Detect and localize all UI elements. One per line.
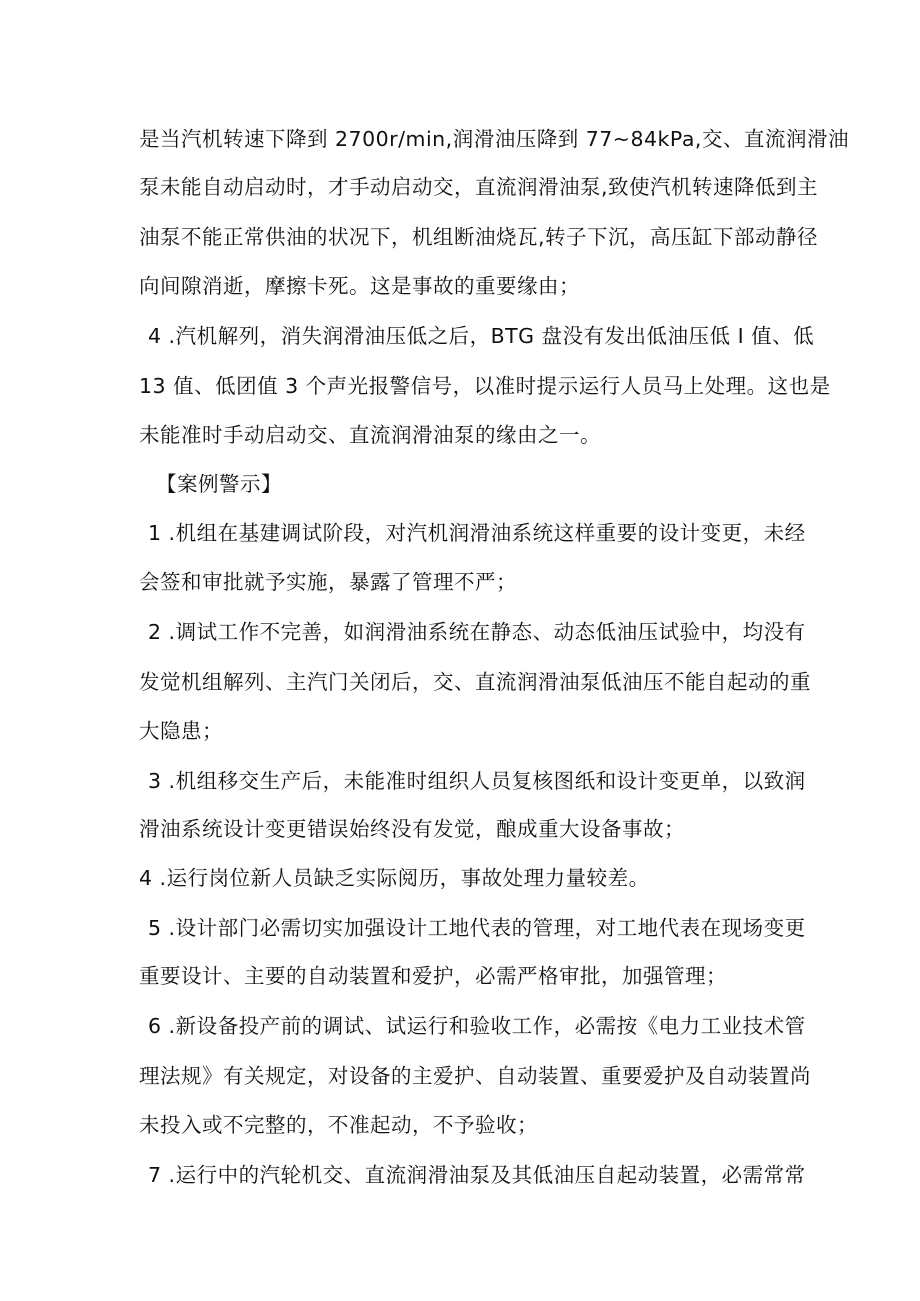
text-line: 理法规》有关规定，对设备的主爱护、自动装置、重要爱护及自动装置尚 [139, 1064, 811, 1088]
list-item: 4 .汽机解列，消失润滑油压低之后，BTG 盘没有发出低油压低 I 值、低 [148, 324, 815, 348]
text-line: 发觉机组解列、主汽门关闭后，交、直流润滑油泵低油压不能自起动的重 [139, 670, 811, 694]
text-line: 大隐患； [139, 719, 223, 743]
text-line: 是当汽机转速下降到 2700r/min,润滑油压降到 77~84kPa,交、直流润滑油 [139, 127, 849, 151]
text-line: 泵未能自动启动时，才手动启动交，直流润滑油泵,致使汽机转速降低到主 [139, 175, 819, 199]
list-item: 1 .机组在基建调试阶段，对汽机润滑油系统这样重要的设计变更，未经 [148, 521, 806, 545]
text-line: 滑油系统设计变更错误始终没有发觉，酿成重大设备事故； [139, 817, 685, 841]
text-line: 未投入或不完整的，不准起动，不予验收； [139, 1113, 538, 1137]
text-line: 重要设计、主要的自动装置和爱护，必需严格审批，加强管理； [139, 964, 727, 988]
text-line: 13 值、低团值 3 个声光报警信号，以准时提示运行人员马上处理。这也是 [139, 374, 831, 398]
list-item: 6 .新设备投产前的调试、试运行和验收工作，必需按《电力工业技术管 [148, 1014, 806, 1038]
list-item: 2 .调试工作不完善，如润滑油系统在静态、动态低油压试验中，均没有 [148, 620, 806, 644]
list-item: 4 .运行岗位新人员缺乏实际阅历，事故处理力量较差。 [139, 866, 650, 890]
text-line: 会签和审批就予实施，暴露了管理不严； [139, 570, 517, 594]
section-heading: 【案例警示】 [156, 472, 282, 496]
text-line: 油泵不能正常供油的状况下，机组断油烧瓦,转子下沉，高压缸下部动静径 [139, 225, 819, 249]
list-item: 7 .运行中的汽轮机交、直流润滑油泵及其低油压自起动装置，必需常常 [148, 1163, 806, 1187]
list-item: 5 .设计部门必需切实加强设计工地代表的管理，对工地代表在现场变更 [148, 916, 806, 940]
list-item: 3 .机组移交生产后，未能准时组织人员复核图纸和设计变更单，以致润 [148, 769, 806, 793]
text-line: 未能准时手动启动交、直流润滑油泵的缘由之一。 [139, 423, 601, 447]
text-line: 向间隙消逝，摩擦卡死。这是事故的重要缘由； [139, 274, 580, 298]
